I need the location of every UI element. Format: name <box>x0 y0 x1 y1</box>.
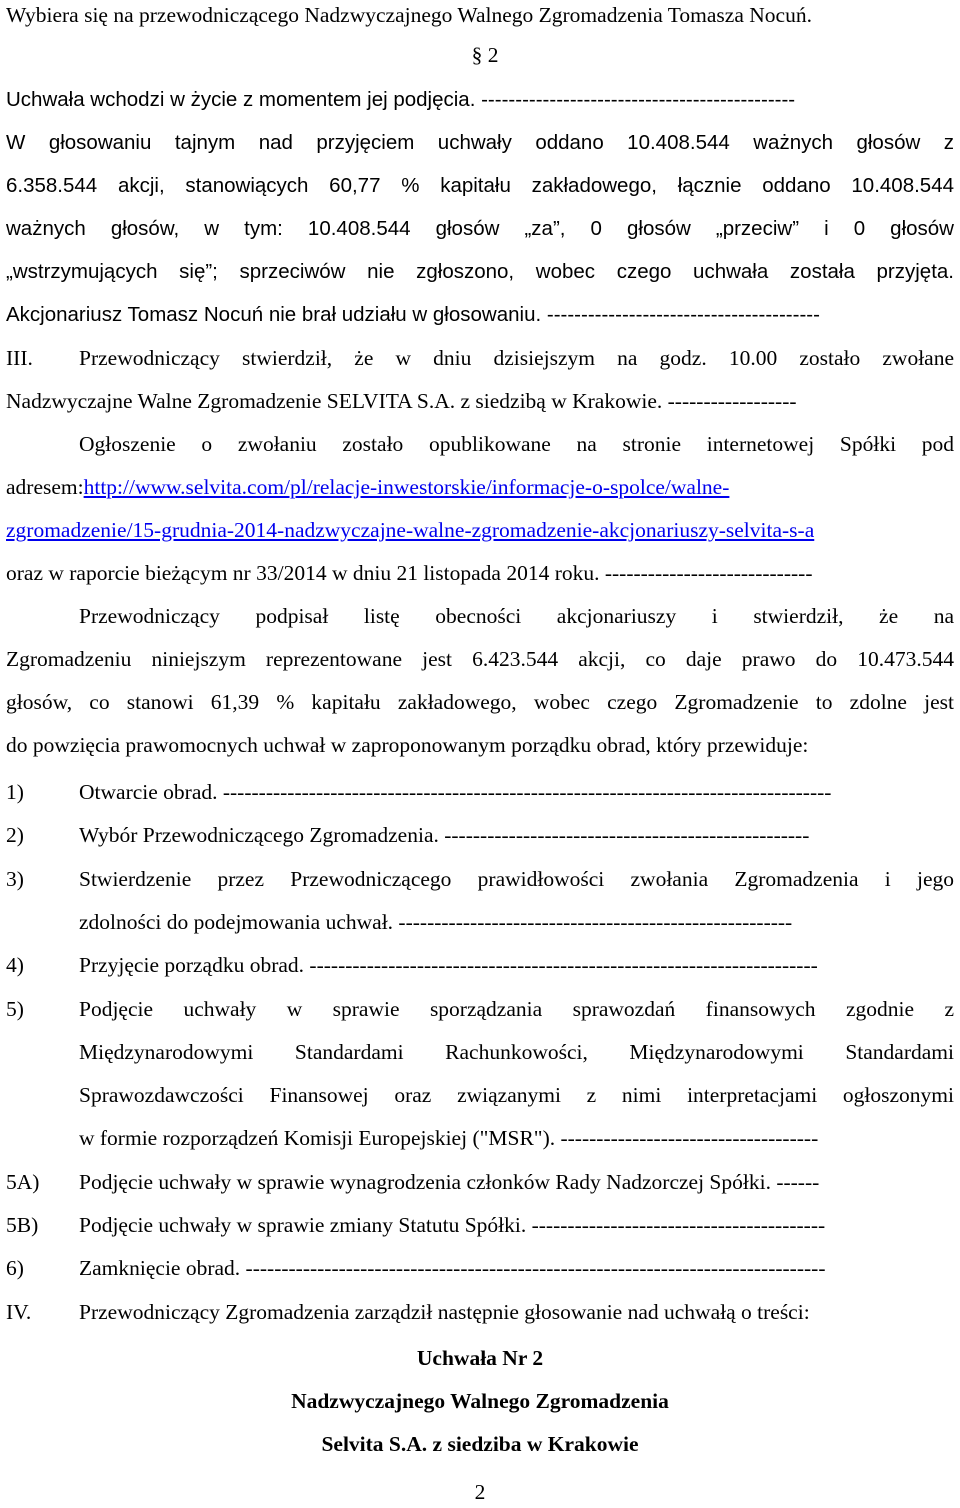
section-number: IV. <box>6 1300 32 1324</box>
text-line: Wybiera się na przewodniczącego Nadzwyczajnego Walnego Zgromadzenia Tomasza Nocuń. <box>6 3 812 27</box>
text-line: Akcjonariusz Tomasz Nocuń nie brał udziału w głosowaniu. ---------------------------------------- <box>6 303 820 326</box>
section-sign: § 2 <box>471 43 499 67</box>
agenda-text: Podjęcie uchwały w sprawie wynagrodzenia członków Rady Nadzorczej Spółki. ------ <box>79 1170 820 1194</box>
url-line <box>6 472 954 502</box>
text-line: ważnych głosów, w tym: 10.408.544 głosów „za”, 0 głosów „przeciw” i 0 głosów <box>6 217 954 240</box>
text-line: „wstrzymujących się”; sprzeciwów nie zgłoszono, wobec czego uchwała została przyjęta. <box>6 260 954 283</box>
text-line: Przewodniczący stwierdził, że w dniu dzisiejszym na godz. 10.00 zostało zwołane <box>79 346 954 370</box>
agenda-text: Sprawozdawczości Finansowej oraz związanymi z nimi interpretacjami ogłoszonymi <box>79 1083 954 1107</box>
text-line: Przewodniczący podpisał listę obecności akcjonariuszy i stwierdził, że na <box>79 604 954 628</box>
agenda-number: 5B) <box>6 1213 39 1237</box>
resolution-title: Uchwała Nr 2 <box>416 1346 544 1370</box>
agenda-number: 5) <box>6 997 24 1021</box>
agenda-text: Zamknięcie obrad. --------------------------------------------------------------------------------- <box>79 1256 826 1280</box>
agenda-text: zdolności do podejmowania uchwał. ------------------------------------------------------- <box>79 910 793 934</box>
text-line: do powzięcia prawomocnych uchwał w zaproponowanym porządku obrad, który przewiduje: <box>6 733 809 757</box>
section-iii <box>0 343 960 373</box>
text-line: Ogłoszenie o zwołaniu zostało opublikowane na stronie internetowej Spółki pod <box>79 432 954 456</box>
agenda-number: 2) <box>6 823 24 847</box>
text-line: 6.358.544 akcji, stanowiących 60,77 % kapitału zakładowego, łącznie oddano 10.408.544 <box>6 174 954 197</box>
text-line: Nadzwyczajne Walne Zgromadzenie SELVITA S.A. z siedzibą w Krakowie. ------------------ <box>6 389 797 413</box>
resolution-company: Selvita S.A. z siedziba w Krakowie <box>321 1432 639 1456</box>
agenda-number: 5A) <box>6 1170 40 1194</box>
announcement-link[interactable]: http://www.selvita.com/pl/relacje-inwestorskie/informacje-o-spolce/walne- <box>83 475 730 499</box>
agenda-text: Podjęcie uchwały w sprawie zmiany Statutu Spółki. ----------------------------------------- <box>79 1213 826 1237</box>
text-line: oraz w raporcie bieżącym nr 33/2014 w dniu 21 listopada 2014 roku. ----------------------------- <box>6 561 813 585</box>
agenda-text: Wybór Przewodniczącego Zgromadzenia. --------------------------------------------------- <box>79 823 810 847</box>
agenda-text: Stwierdzenie przez Przewodniczącego prawidłowości zwołania Zgromadzenia i jego <box>79 867 954 891</box>
resolution-subtitle: Nadzwyczajnego Walnego Zgromadzenia <box>291 1389 669 1413</box>
text-line: W głosowaniu tajnym nad przyjęciem uchwały oddano 10.408.544 ważnych głosów z <box>6 131 954 154</box>
page-number: 2 <box>474 1480 486 1504</box>
url-prefix: adresem: <box>6 475 84 499</box>
announcement-link-cont[interactable]: zgromadzenie/15-grudnia-2014-nadzwyczajne-walne-zgromadzenie-akcjonariuszy-selvita-s-a <box>6 518 815 542</box>
url-line <box>6 515 954 545</box>
section-number: III. <box>6 346 33 370</box>
text-line: głosów, co stanowi 61,39 % kapitału zakładowego, wobec czego Zgromadzenie to zdolne jest <box>6 690 954 714</box>
agenda-text: Podjęcie uchwały w sprawie sporządzania sprawozdań finansowych zgodnie z <box>79 997 954 1021</box>
agenda-text: Przyjęcie porządku obrad. ----------------------------------------------------------------------- <box>79 953 818 977</box>
agenda-text: Międzynarodowymi Standardami Rachunkowości, Międzynarodowymi Standardami <box>79 1040 954 1064</box>
agenda-number: 4) <box>6 953 24 977</box>
agenda-number: 3) <box>6 867 24 891</box>
agenda-text: Otwarcie obrad. ------------------------------------------------------------------------------------- <box>79 780 832 804</box>
text-line: Przewodniczący Zgromadzenia zarządził następnie głosowanie nad uchwałą o treści: <box>79 1300 810 1324</box>
text-line: Zgromadzeniu niniejszym reprezentowane jest 6.423.544 akcji, co daje prawo do 10.473.544 <box>6 647 954 671</box>
agenda-text: w formie rozporządzeń Komisji Europejskiej ("MSR"). ------------------------------------ <box>79 1126 819 1150</box>
agenda-number: 1) <box>6 780 24 804</box>
text-line: Uchwała wchodzi w życie z momentem jej podjęcia. ---------------------------------------------- <box>6 88 796 111</box>
agenda-number: 6) <box>6 1256 24 1280</box>
